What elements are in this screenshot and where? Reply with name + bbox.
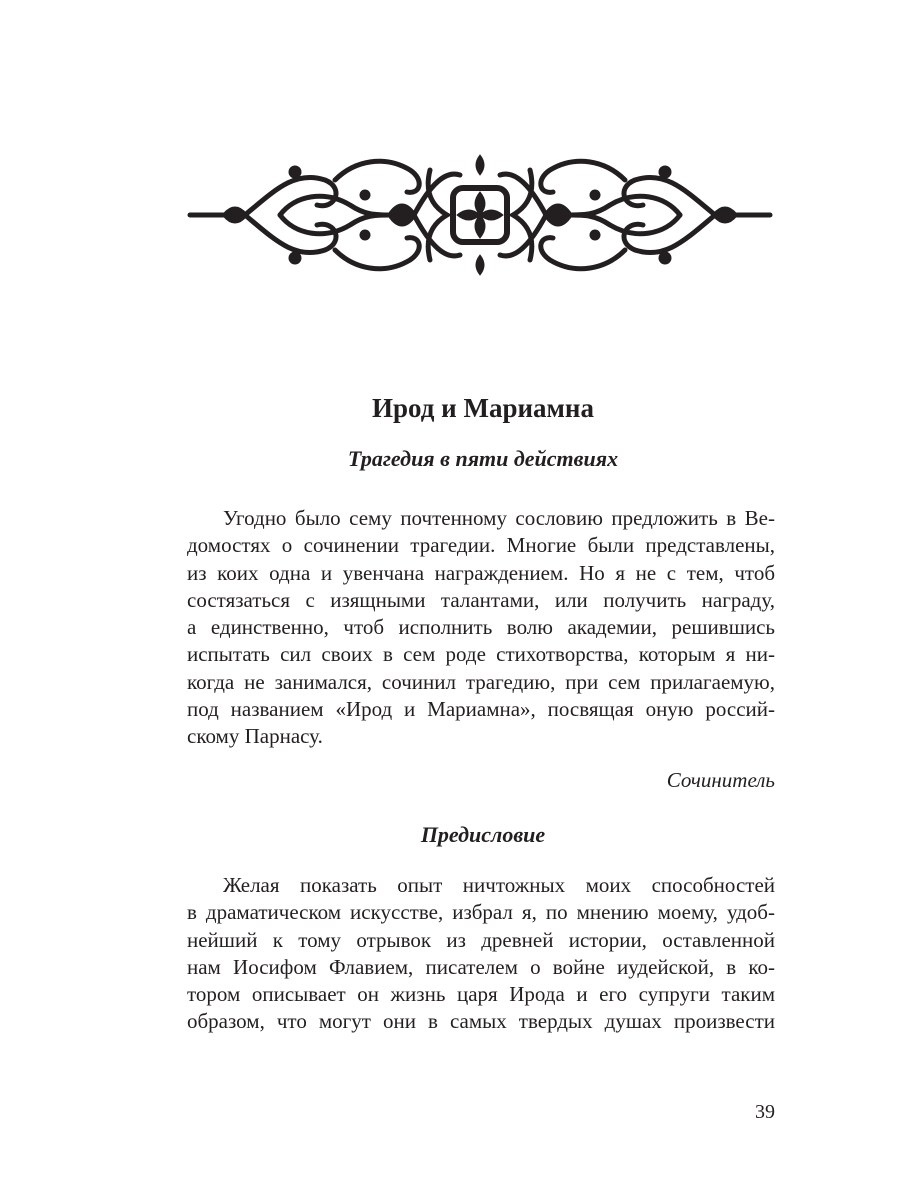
text-line: Угодно было сему почтенному сословию предложить в Ве- [223,506,775,530]
text-line: когда не занимался, сочинил трагедию, при сем прилагаемую, [187,669,775,694]
signature: Сочинитель [666,768,775,792]
dedication-paragraph [187,505,775,751]
text-line: Желая показать опыт ничтожных моих способностей [223,873,775,897]
page-number: 39 [755,1101,775,1123]
text-line: тором описывает он жизнь царя Ирода и его супруги таким [187,982,775,1007]
text-line: под названием «Ирод и Мариамна», посвящая оную россий- [187,697,775,722]
text-line: домостях о сочинении трагедии. Многие были представлены, [187,533,775,558]
page-title: Ирод и Мариамна [372,393,594,423]
text-line: образом, что могут они в самых твердых душах произвести [187,1009,775,1034]
text-line: испытать сил своих в сем роде стихотворства, которым я ни- [187,642,775,667]
preface-paragraph [187,872,775,1036]
text-line: нам Иосифом Флавием, писателем о войне иудейской, в ко- [187,954,775,979]
text-line: скому Парнасу. [187,724,323,749]
preface-heading: Предисловие [420,822,546,847]
text-line: нейший к тому отрывок из древней истории, оставленной [187,927,775,952]
decorative-ornament [185,150,775,280]
text-line: а единственно, чтоб исполнить волю академии, решившись [187,615,775,640]
text-line: состязаться с изящными талантами, или получить награду, [187,587,775,612]
text-line: из коих одна и увенчана награждением. Но я не с тем, чтоб [187,560,775,585]
page-subtitle: Трагедия в пяти действиях [347,446,619,471]
text-line: в драматическом искусстве, избрал я, по мнению моему, удоб- [187,900,775,925]
